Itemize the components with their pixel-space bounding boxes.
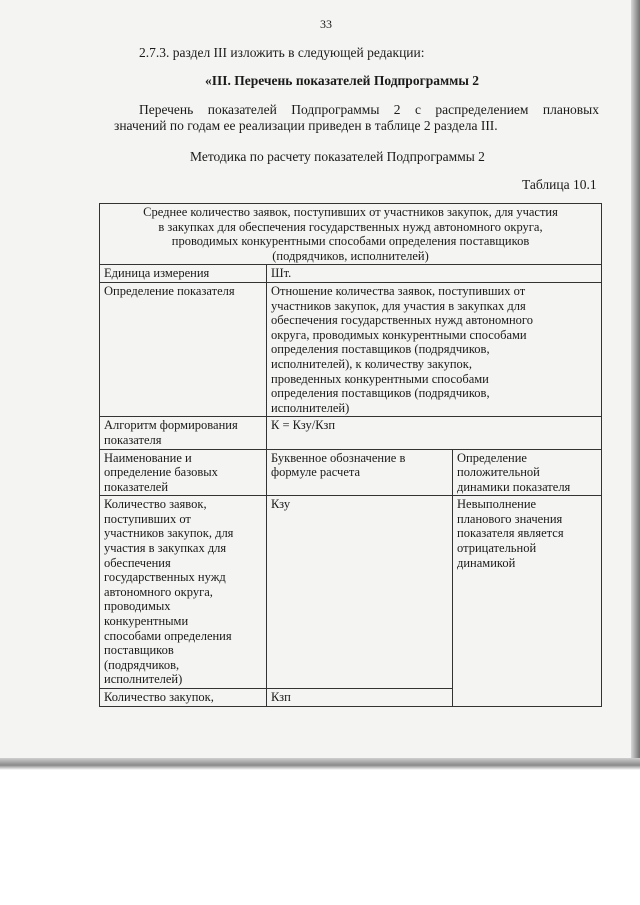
scan-shadow-right: [631, 0, 640, 770]
table-title-row: [100, 204, 602, 265]
definition-line: Отношение количества заявок, поступивших от: [271, 283, 526, 298]
dynamics-line: динамикой: [457, 555, 516, 570]
definition-line: определения поставщиков (подрядчиков,: [271, 342, 490, 357]
definition-line: исполнителей), к количеству закупок,: [271, 356, 472, 371]
name-line: обеспечения: [104, 555, 171, 570]
table-title: [100, 204, 602, 265]
definition-label: Определение показателя: [100, 282, 267, 416]
table-header-row: [100, 449, 602, 496]
definition-line: проведенных конкурентными способами: [271, 371, 489, 386]
col-header-line: динамики показателя: [457, 479, 571, 494]
table-row-algorithm: [100, 417, 602, 449]
definition-value: [267, 282, 602, 416]
name-line: исполнителей): [104, 672, 183, 687]
base-indicator-name: Количество закупок,: [100, 689, 267, 707]
table-title-line: в закупках для обеспечения государственных нужд автономного округа,: [158, 219, 543, 234]
algorithm-label-line: показателя: [104, 432, 162, 447]
definition-line: определения поставщиков (подрядчиков,: [271, 386, 490, 401]
name-line: государственных нужд: [104, 570, 226, 585]
table-title-line: (подрядчиков, исполнителей): [272, 248, 429, 263]
col-header-line: положительной: [457, 465, 540, 480]
name-line: поступивших от: [104, 511, 191, 526]
dynamics-line: Невыполнение: [457, 497, 537, 512]
dynamics-line: показателя является: [457, 526, 564, 541]
table-row-unit: [100, 265, 602, 283]
col-header-line: определение базовых: [104, 465, 218, 480]
unit-label: Единица измерения: [100, 265, 267, 283]
definition-line: исполнителей): [271, 400, 350, 415]
name-line: автономного округа,: [104, 584, 213, 599]
dynamics-line: отрицательной: [457, 541, 537, 556]
table-row: [100, 496, 602, 689]
algorithm-label-line: Алгоритм формирования: [104, 418, 238, 433]
name-line: участия в закупках для: [104, 541, 227, 556]
col-header-line: Буквенное обозначение в: [271, 450, 406, 465]
name-line: поставщиков: [104, 643, 174, 658]
base-indicator-symbol: Кзп: [267, 689, 453, 707]
table-title-line: Среднее количество заявок, поступивших от участников закупок, для участия: [143, 205, 558, 219]
definition-line: округа, проводимых конкурентными способами: [271, 327, 527, 342]
section-heading: «III. Перечень показателей Подпрограммы 2: [205, 73, 480, 88]
name-line: участников закупок, для: [104, 526, 234, 541]
dynamics-line: планового значения: [457, 511, 563, 526]
base-indicator-name: [100, 496, 267, 689]
page-number: 33: [320, 17, 332, 31]
paragraph-line-2: значений по годам ее реализации приведен в таблице 2 раздела III.: [114, 118, 498, 133]
table-label: Таблица 10.1: [522, 177, 597, 192]
col-header-line: Определение: [457, 450, 527, 465]
table-title-line: проводимых конкурентными способами определения поставщиков: [171, 234, 530, 249]
paragraph-line-1: Перечень показателей Подпрограммы 2 с распределением плановых: [139, 102, 599, 117]
name-line: (подрядчиков,: [104, 657, 180, 672]
algorithm-formula: К = Кзу/Кзп: [267, 417, 602, 449]
base-indicator-symbol: Кзу: [267, 496, 453, 689]
col-header-letter: [267, 449, 453, 496]
methodology-title: Методика по расчету показателей Подпрограммы 2: [190, 149, 485, 164]
unit-value: Шт.: [267, 265, 602, 283]
definition-line: обеспечения государственных нужд автономного: [271, 313, 533, 328]
name-line: проводимых: [104, 599, 171, 614]
col-header-name: [100, 449, 267, 496]
algorithm-label: [100, 417, 267, 449]
table-row-definition: [100, 282, 602, 416]
base-indicator-dynamics: [453, 496, 602, 706]
col-header-dynamics: [453, 449, 602, 496]
col-header-line: Наименование и: [104, 450, 192, 465]
intro-line: 2.7.3. раздел III изложить в следующей редакции:: [139, 45, 425, 60]
name-line: способами определения: [104, 628, 232, 643]
name-line: Количество заявок,: [104, 497, 207, 512]
col-header-line: формуле расчета: [271, 465, 361, 480]
definition-line: участников закупок, для участия в закупках для: [271, 298, 526, 313]
scan-shadow-bottom: [0, 758, 640, 770]
indicator-table: [99, 203, 602, 707]
name-line: конкурентными: [104, 614, 189, 629]
col-header-line: показателей: [104, 479, 169, 494]
